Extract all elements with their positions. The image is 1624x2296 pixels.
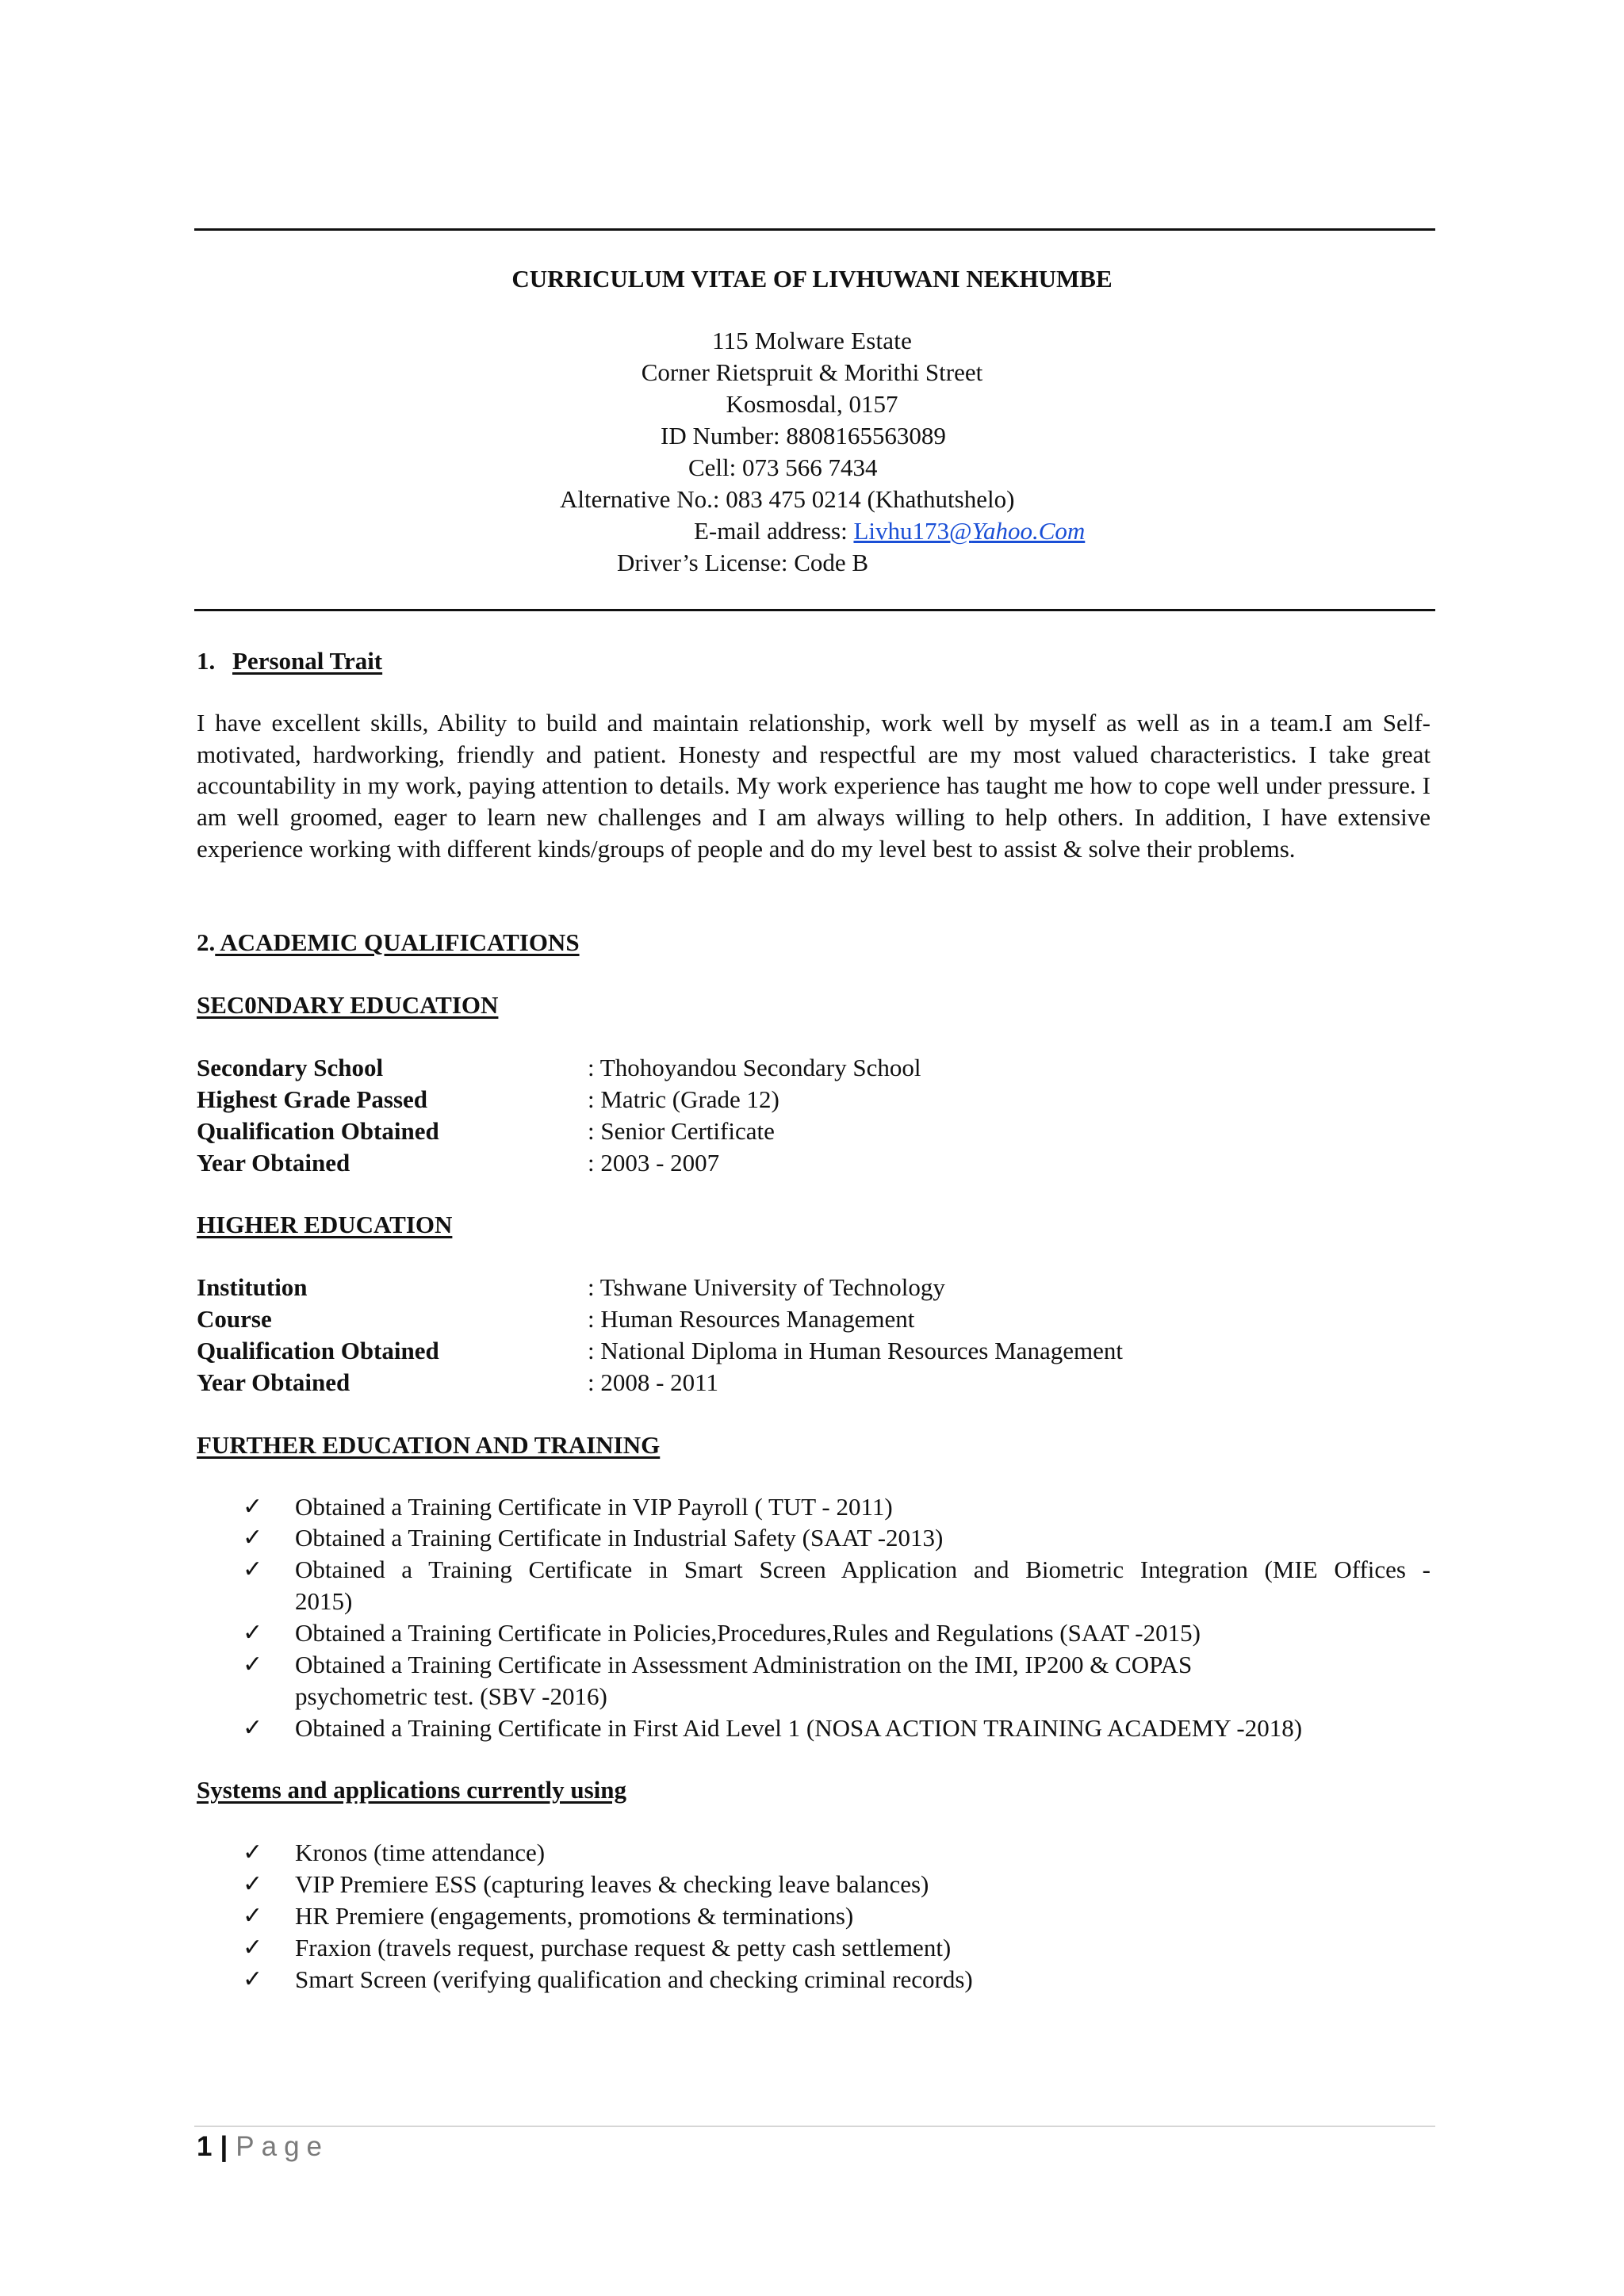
training-item-continued: 2015) — [295, 1587, 353, 1615]
check-mark-icon: ✓ — [243, 1870, 263, 1898]
address-line-3: Kosmosdal, 0157 — [726, 390, 898, 418]
check-mark-icon: ✓ — [243, 1651, 263, 1678]
check-mark-icon: ✓ — [243, 1714, 263, 1742]
training-item: Obtained a Training Certificate in Assessment Administration on the IMI, IP200 & COPAS — [295, 1651, 1193, 1678]
email-label: E-mail address: — [694, 517, 854, 545]
system-item: Kronos (time attendance) — [295, 1839, 546, 1866]
higher-value: : Tshwane University of Technology — [588, 1273, 945, 1301]
top-rule — [194, 228, 1435, 231]
check-mark-icon: ✓ — [243, 1493, 263, 1521]
secondary-education-heading: SEC0NDARY EDUCATION — [197, 991, 499, 1019]
further-education-heading: FURTHER EDUCATION AND TRAINING — [197, 1431, 661, 1459]
higher-value: : National Diploma in Human Resources Management — [588, 1337, 1123, 1364]
section-number: 1. — [197, 647, 216, 675]
system-item: HR Premiere (engagements, promotions & terminations) — [295, 1902, 854, 1930]
system-item: Smart Screen (verifying qualification and checking criminal records) — [295, 1965, 973, 1993]
training-item: Obtained a Training Certificate in Industrial Safety (SAAT -2013) — [295, 1524, 944, 1552]
header-bottom-rule — [194, 609, 1435, 611]
secondary-value: : 2003 - 2007 — [588, 1149, 720, 1177]
address-line-2: Corner Rietspruit & Morithi Street — [641, 358, 983, 386]
check-mark-icon: ✓ — [243, 1524, 263, 1552]
personal-trait-paragraph: I have excellent skills, Ability to build and maintain relationship, work well by myself as well as in a team.I am Self-motivated, hardworking, friendly and patient. Honesty and respectful are my most valued characteristics. I take great accountability in my work, paying attention to details. My work experience has taught me how to cope well under pressure. I am well groomed, eager to learn new challenges and I am always willing to help others. In addition, I have extensive experience working with different kinds/groups of people and do my level best to assist & solve their problems. — [197, 709, 1431, 863]
drivers-license: Driver’s License: Code B — [617, 549, 869, 576]
higher-value: : 2008 - 2011 — [588, 1368, 719, 1396]
check-mark-icon: ✓ — [243, 1556, 263, 1583]
page-label: Page — [236, 2131, 330, 2162]
check-mark-icon: ✓ — [243, 1619, 263, 1647]
training-item: Obtained a Training Certificate in Policies,Procedures,Rules and Regulations (SAAT -2015) — [295, 1619, 1201, 1647]
footer-rule — [194, 2126, 1435, 2127]
secondary-label: Year Obtained — [197, 1149, 350, 1177]
higher-label: Course — [197, 1305, 272, 1333]
section-number: 2. — [197, 928, 216, 956]
section-academic-heading — [197, 927, 580, 959]
address-line-1: 115 Molware Estate — [711, 327, 913, 354]
higher-label: Qualification Obtained — [197, 1337, 439, 1364]
cv-title: CURRICULUM VITAE OF LIVHUWANI NEKHUMBE — [511, 265, 1113, 293]
systems-heading: Systems and applications currently using — [197, 1776, 627, 1804]
higher-label: Year Obtained — [197, 1368, 350, 1396]
email-link[interactable]: Livhu173@Yahoo.Com — [853, 517, 1086, 545]
section-title: Personal Trait — [232, 647, 383, 675]
system-item: VIP Premiere ESS (capturing leaves & checking leave balances) — [295, 1870, 929, 1898]
section-title: ACADEMIC QUALIFICATIONS — [215, 928, 580, 956]
check-mark-icon: ✓ — [243, 1965, 263, 1993]
secondary-label: Highest Grade Passed — [197, 1085, 428, 1113]
cell-number: Cell: 073 566 7434 — [688, 453, 878, 481]
id-number: ID Number: 8808165563089 — [661, 422, 946, 450]
secondary-value: : Thohoyandou Secondary School — [588, 1054, 921, 1081]
footer-separator: | — [220, 2131, 228, 2162]
email-line — [694, 515, 1085, 547]
higher-value: : Human Resources Management — [588, 1305, 915, 1333]
check-mark-icon: ✓ — [243, 1902, 263, 1930]
page-number: 1 — [197, 2131, 213, 2162]
secondary-value: : Senior Certificate — [588, 1117, 775, 1145]
higher-education-heading: HIGHER EDUCATION — [197, 1211, 453, 1238]
section-personal-heading — [197, 645, 382, 677]
check-mark-icon: ✓ — [243, 1839, 263, 1866]
page-footer — [197, 2131, 329, 2163]
training-item-continued: psychometric test. (SBV -2016) — [295, 1682, 607, 1710]
secondary-label: Qualification Obtained — [197, 1117, 439, 1145]
training-item: Obtained a Training Certificate in Smart Screen Application and Biometric Integration (MIE Offices - — [295, 1556, 1431, 1583]
secondary-label: Secondary School — [197, 1054, 384, 1081]
training-item: Obtained a Training Certificate in VIP Payroll ( TUT - 2011) — [295, 1493, 893, 1521]
check-mark-icon: ✓ — [243, 1934, 263, 1961]
training-item: Obtained a Training Certificate in First Aid Level 1 (NOSA ACTION TRAINING ACADEMY -2018) — [295, 1714, 1303, 1742]
alternative-number: Alternative No.: 083 475 0214 (Khathutshelo) — [560, 485, 1015, 513]
higher-label: Institution — [197, 1273, 308, 1301]
secondary-value: : Matric (Grade 12) — [588, 1085, 779, 1113]
system-item: Fraxion (travels request, purchase request & petty cash settlement) — [295, 1934, 952, 1961]
